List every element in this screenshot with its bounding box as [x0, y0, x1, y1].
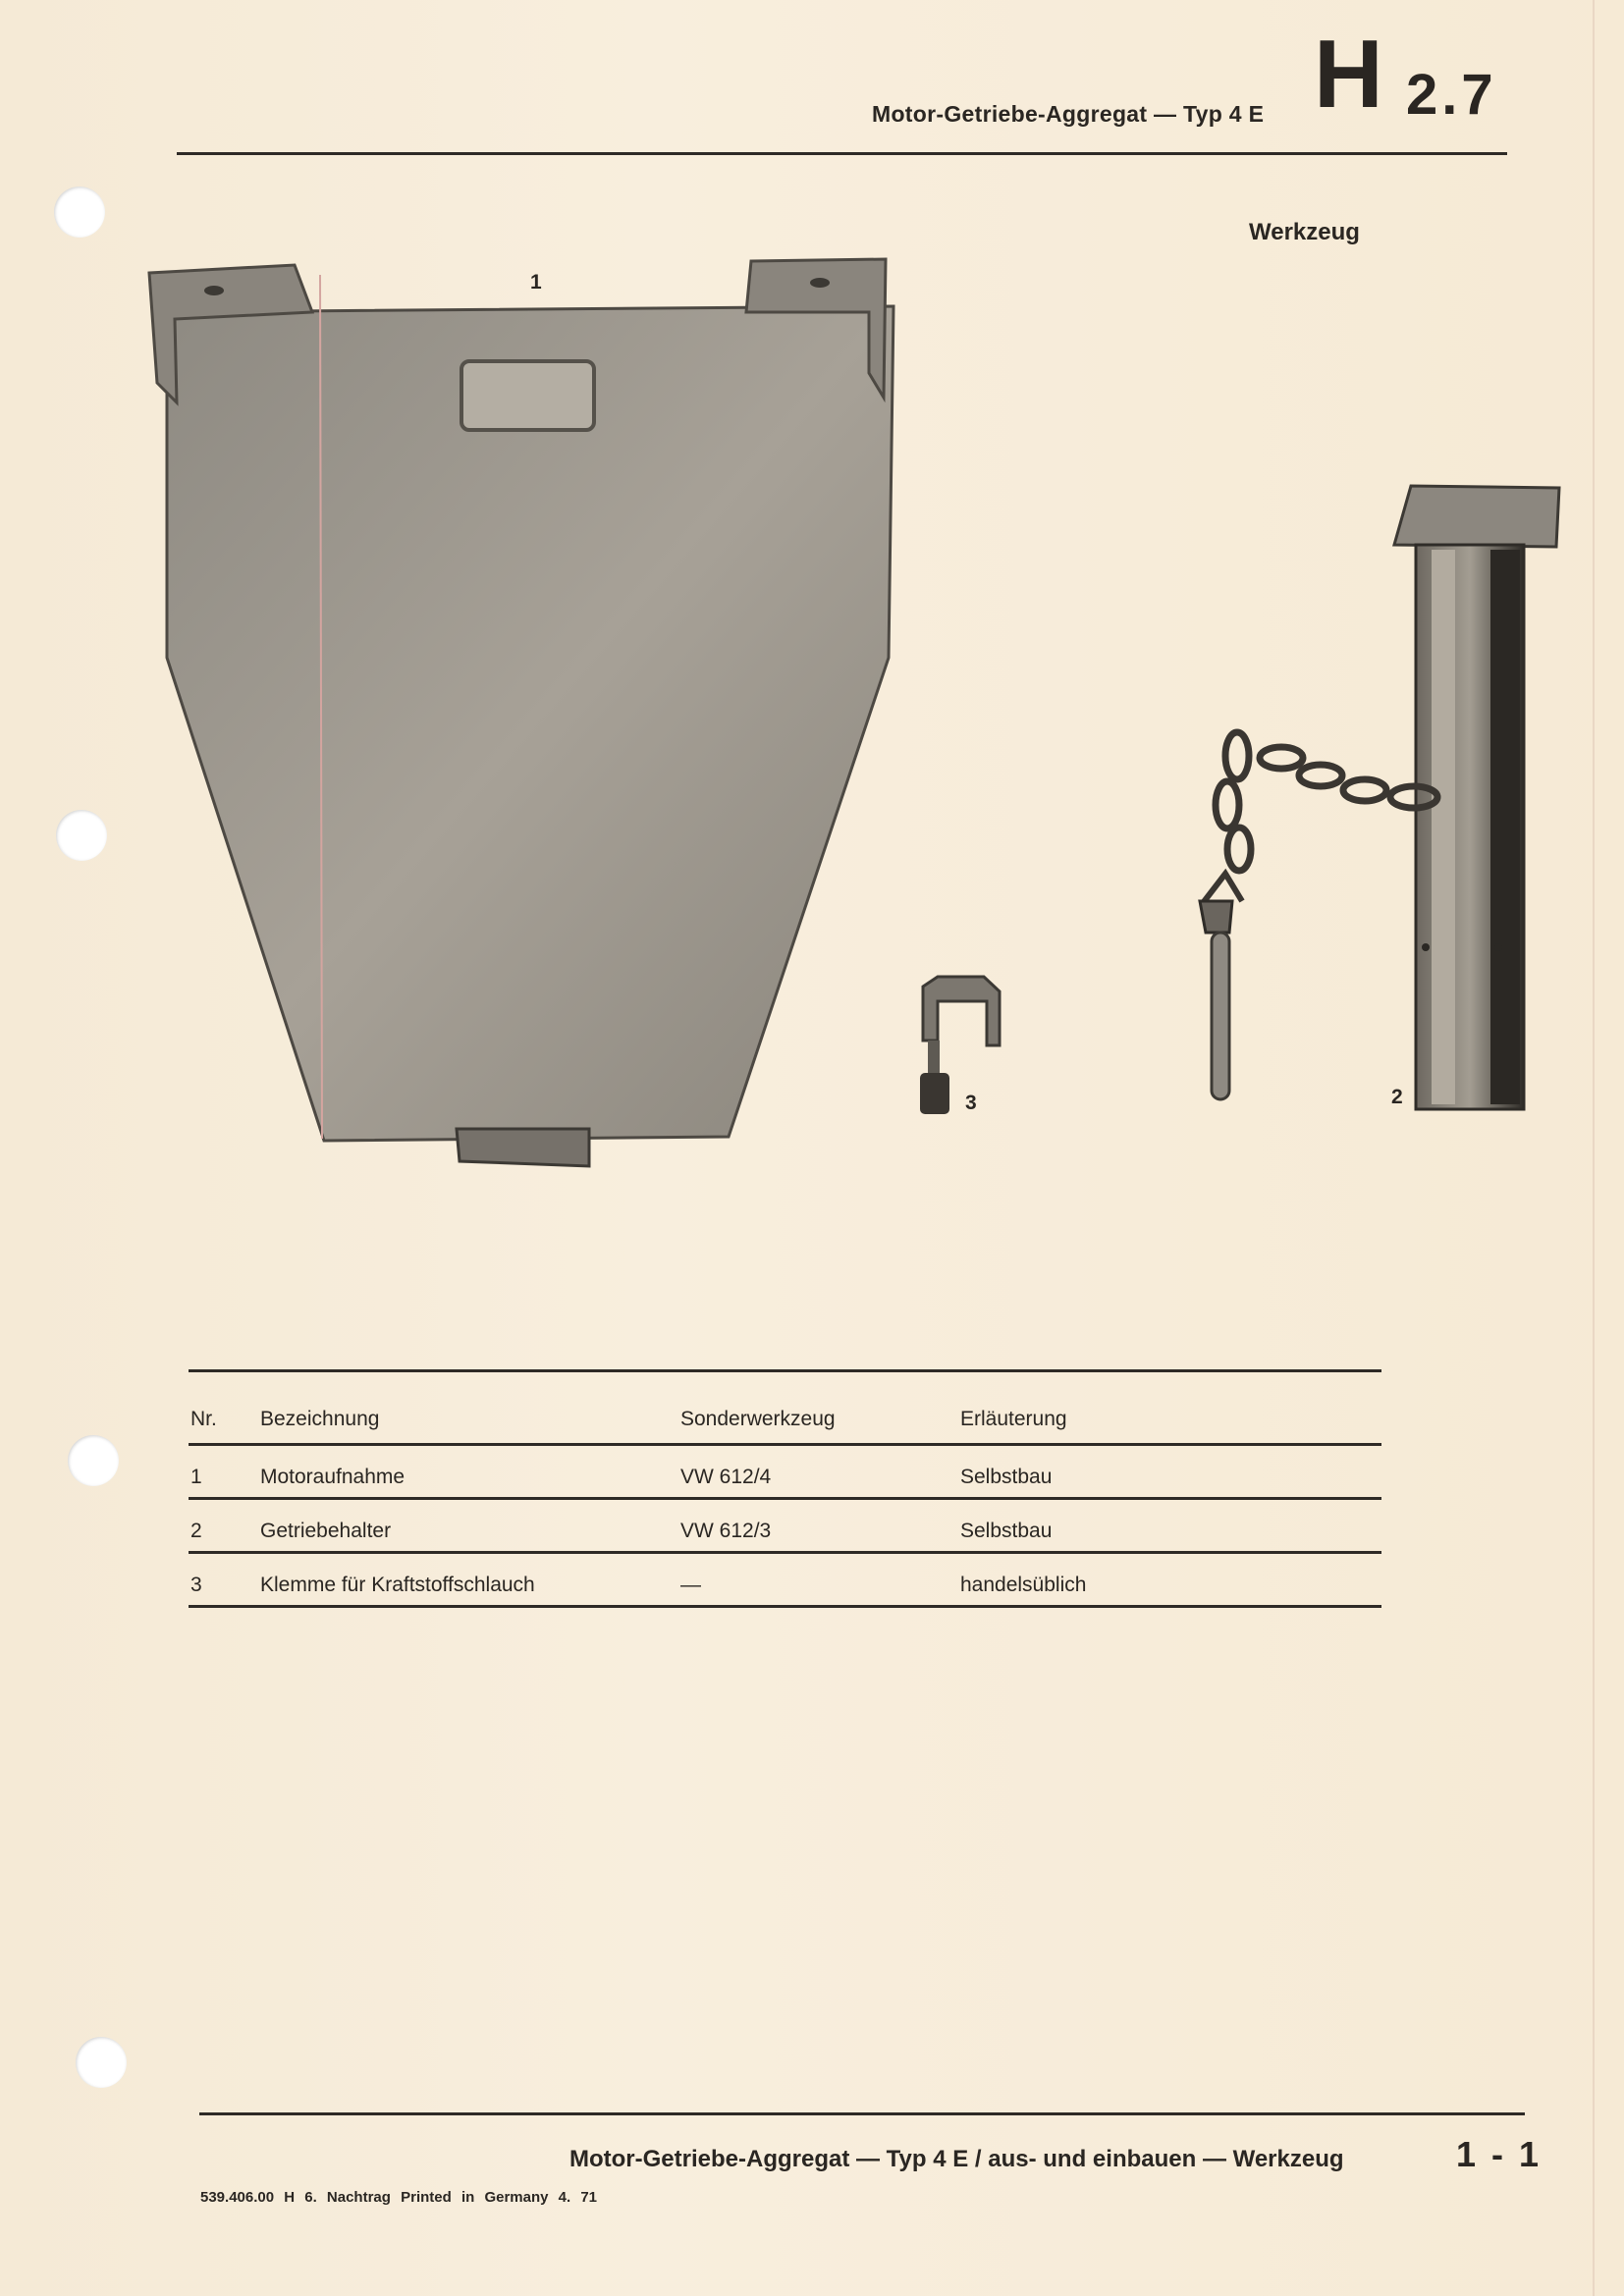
- row-nr: 3: [190, 1574, 202, 1596]
- fuel-hose-clamp: [920, 977, 1000, 1114]
- header-title: Motor-Getriebe-Aggregat — Typ 4 E: [872, 101, 1265, 127]
- footer-rule: [199, 2112, 1525, 2115]
- callout-2: 2: [1391, 1086, 1403, 1108]
- row-tool: —: [680, 1574, 701, 1596]
- row-name: Klemme für Kraftstoffschlauch: [260, 1574, 535, 1596]
- section-letter: H: [1314, 20, 1383, 128]
- punch-hole: [68, 1435, 119, 1486]
- row-name: Motoraufnahme: [260, 1466, 406, 1488]
- header-name: Bezeichnung: [260, 1408, 380, 1430]
- table-row: [189, 1551, 1381, 1608]
- header-nr: Nr.: [190, 1408, 217, 1430]
- punch-hole: [76, 2037, 127, 2088]
- footer-title: Motor-Getriebe-Aggregat — Typ 4 E / aus- und einbauen — Werkzeug: [569, 2146, 1344, 2172]
- row-tool: VW 612/3: [680, 1520, 772, 1542]
- row-nr: 2: [190, 1520, 202, 1542]
- figure-heading: Werkzeug: [1249, 219, 1360, 245]
- print-info: 539.406.00 H 6. Nachtrag Printed in Germany 4. 71: [200, 2189, 598, 2206]
- table-row: [189, 1443, 1381, 1497]
- callout-3: 3: [965, 1092, 977, 1114]
- transmission-holder: [1200, 486, 1559, 1109]
- header-tool: Sonderwerkzeug: [680, 1408, 836, 1430]
- header-note: Erläuterung: [960, 1408, 1067, 1430]
- row-note: handelsüblich: [960, 1574, 1087, 1596]
- row-tool: VW 612/4: [680, 1466, 772, 1488]
- row-note: Selbstbau: [960, 1520, 1053, 1542]
- engine-support-plate: [149, 259, 893, 1166]
- row-name: Getriebehalter: [260, 1520, 392, 1542]
- row-note: Selbstbau: [960, 1466, 1053, 1488]
- table-header: [189, 1369, 1381, 1443]
- table-row: [189, 1497, 1381, 1551]
- tools-table: [189, 1369, 1381, 1608]
- section-number: 2.7: [1406, 63, 1497, 127]
- callout-1: 1: [530, 271, 542, 294]
- row-nr: 1: [190, 1466, 202, 1488]
- page-number: 1 - 1: [1456, 2134, 1543, 2174]
